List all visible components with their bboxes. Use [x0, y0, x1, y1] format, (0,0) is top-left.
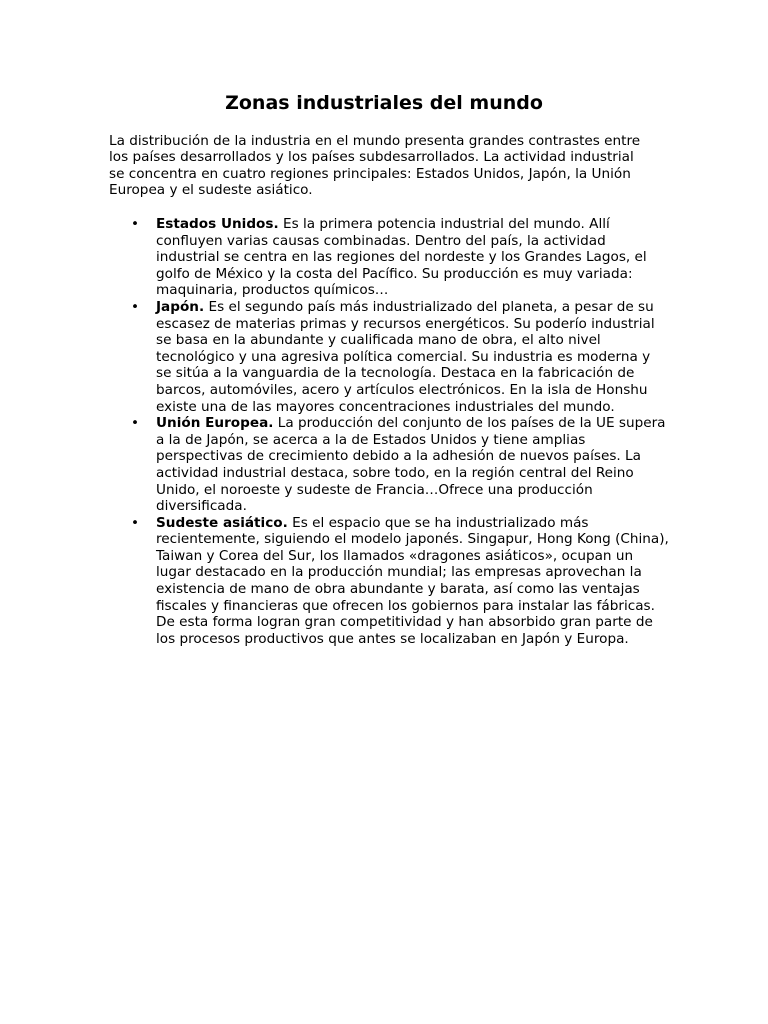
list-item-text: Es la primera potencia industrial del mundo. Allí confluyen varias causas combinadas. Dentro del país, la actividad industrial se centra en las regiones del nordeste y los Grandes Lagos, el golfo de México y la costa del Pacífico. Su producción es muy variada: maquinaria, productos químicos…: [156, 216, 647, 299]
bullet-icon: •: [131, 298, 140, 315]
industrial-zones-list: [109, 216, 669, 647]
list-item-union-europea: [109, 415, 669, 515]
list-item-title: Unión Europea.: [156, 415, 274, 432]
list-item-sudeste-asiatico: [109, 515, 669, 648]
bullet-icon: •: [131, 415, 140, 432]
intro-paragraph: La distribución de la industria en el mundo presenta grandes contrastes entre los países desarrollados y los países subdesarrollados. La actividad industrial se concentra en cuatro regiones principales: Estados Unidos, Japón, la Unión Europea y el sudeste asiático.: [109, 133, 641, 199]
list-item-text: Es el segundo país más industrializado del planeta, a pesar de su escasez de materias primas y recursos energéticos. Su poderío industrial se basa en la abundante y cualificada mano de obra, el alto nivel tecnológico y una agresiva política comercial. Su industria es moderna y se sitúa a la vanguardia de la tecnología. Destaca en la fabricación de barcos, automóviles, acero y artículos electrónicos. En la isla de Honshu existe una de las mayores concentraciones industriales del mundo.: [156, 298, 655, 415]
list-item-text: La producción del conjunto de los países de la UE supera a la de Japón, se acerca a la de Estados Unidos y tiene amplias perspectivas de crecimiento debido a la adhesión de nuevos países. La actividad industrial destaca, sobre todo, en la región central del Reino Unido, el noroeste y sudeste de Francia…Ofrece una producción diversificada.: [156, 415, 666, 515]
list-item-estados-unidos: [109, 216, 669, 299]
page-title: Zonas industriales del mundo: [225, 92, 543, 114]
bullet-icon: •: [131, 514, 140, 531]
bullet-icon: •: [131, 216, 140, 232]
list-item-text: Es el espacio que se ha industrializado más recientemente, siguiendo el modelo japonés. Singapur, Hong Kong (China), Taiwan y Corea del Sur, los llamados «dragones asiáticos», ocupan un lugar destacado en la producción mundial; las empresas aprovechan la existencia de mano de obra abundante y barata, así como las ventajas fiscales y financieras que ofrecen los gobiernos para instalar las fábricas. De esta forma logran gran competitividad y han absorbido gran parte de los procesos productivos que antes se localizaban en Japón y Europa.: [156, 514, 669, 647]
list-item-title: Japón.: [156, 298, 205, 315]
list-item-title: Sudeste asiático.: [156, 514, 288, 531]
list-item-japon: [109, 299, 669, 415]
list-item-title: Estados Unidos.: [156, 216, 279, 232]
